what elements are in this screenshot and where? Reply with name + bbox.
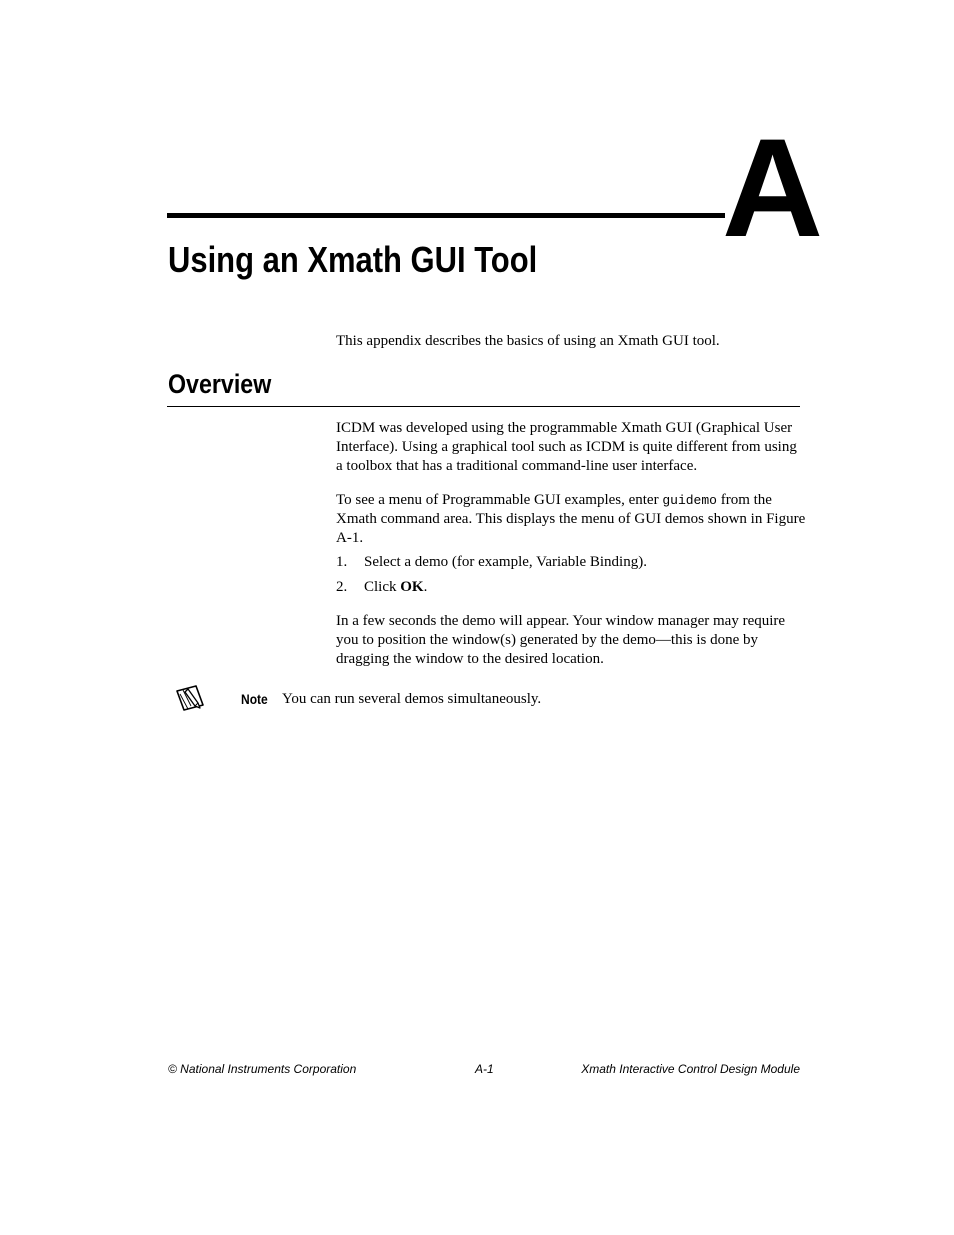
footer-left: © National Instruments Corporation xyxy=(168,1062,357,1076)
step-number: 2. xyxy=(336,579,348,595)
overview-paragraph-2 xyxy=(336,491,806,548)
note-label: Note xyxy=(241,691,268,707)
note-pencil-icon xyxy=(174,683,206,713)
section-rule xyxy=(167,406,800,407)
ok-label: OK xyxy=(400,579,424,595)
overview-paragraph-3: In a few seconds the demo will appear. Your window manager may require you to position the window(s) generated by the demo—this is done by dragging the window to the desired location. xyxy=(336,613,786,667)
intro-paragraph: This appendix describes the basics of using an Xmath GUI tool. xyxy=(336,333,720,349)
step-number: 1. xyxy=(336,554,348,570)
chapter-letter: A xyxy=(722,109,822,266)
paragraph-2-text-after: from the Xmath command area. This displays the menu of GUI demos shown in Figure A-1. xyxy=(336,492,806,546)
step-text-after: . xyxy=(423,579,428,595)
overview-paragraph-1: ICDM was developed using the programmable Xmath GUI (Graphical User Interface). Using a graphical tool such as ICDM is quite different from using a toolbox that has a traditional command-line user interface. xyxy=(336,420,797,474)
step-text-before: Click xyxy=(364,579,401,595)
page-number: A-1 xyxy=(475,1062,494,1076)
note-text: You can run several demos simultaneously. xyxy=(282,691,542,707)
list-item xyxy=(336,578,427,597)
section-heading-overview: Overview xyxy=(168,369,272,399)
list-item xyxy=(336,553,647,572)
chapter-rule xyxy=(167,213,725,218)
guidemo-command: guidemo xyxy=(662,493,717,508)
paragraph-2-text-before: To see a menu of Programmable GUI examples, enter xyxy=(336,492,663,508)
step-text: Select a demo (for example, Variable Binding). xyxy=(364,554,647,570)
chapter-title: Using an Xmath GUI Tool xyxy=(168,239,538,280)
footer-right: Xmath Interactive Control Design Module xyxy=(581,1062,800,1076)
